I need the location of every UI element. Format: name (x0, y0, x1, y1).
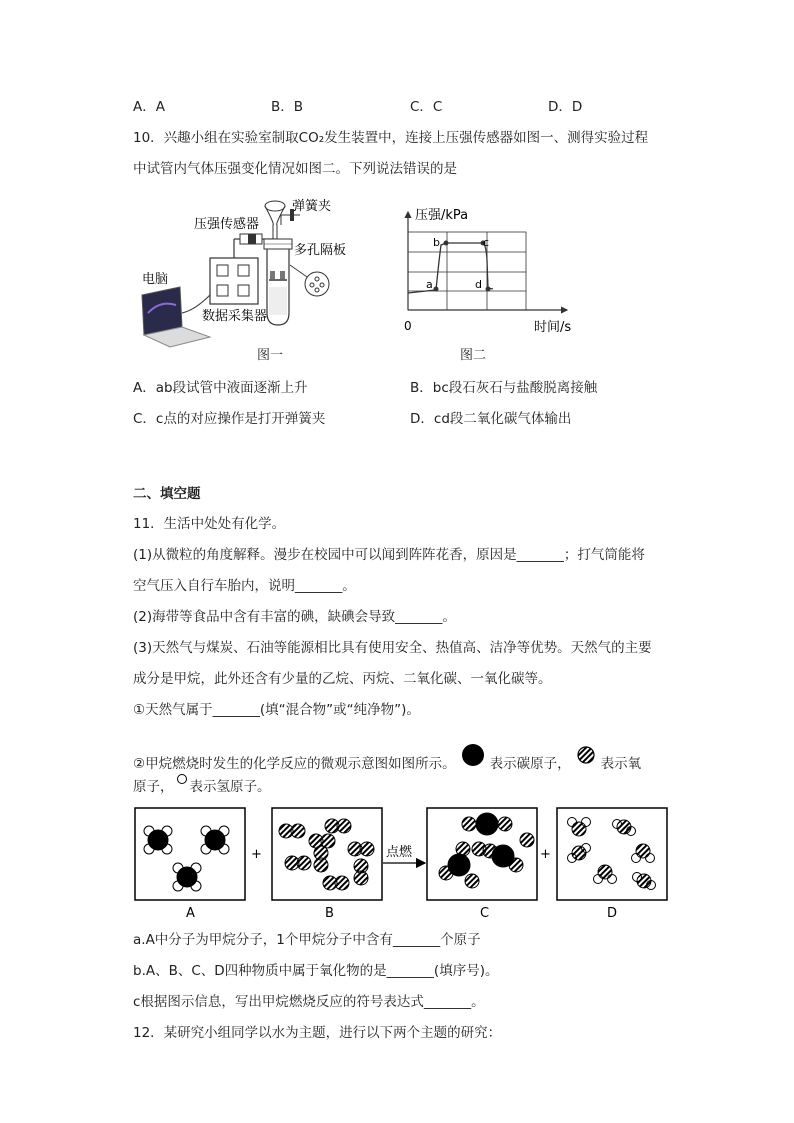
apparatus-figure (130, 195, 370, 355)
option-b: B．B (271, 99, 304, 115)
q11-part3-line1: (3)天然气与煤炭、石油等能源相比具有使用安全、热值高、洁净等优势。天然气的主要 (133, 640, 652, 656)
figure1-caption: 图一 (257, 348, 284, 363)
q12-stem: 12．某研究小组同学以水为主题，进行以下两个主题的研究： (133, 1025, 502, 1041)
q11-qc: c根据图示信息，写出甲烷燃烧反应的符号表达式_______。 (133, 994, 485, 1010)
q11-sub1: ①天然气属于_______(填“混合物”或“纯净物”)。 (133, 702, 420, 718)
carbon-atom-icon (460, 744, 486, 770)
collector-label: 数据采集器 (202, 309, 268, 324)
q11-sub2-line1: ②甲烷燃烧时发生的化学反应的微观示意图如图所示。 表示碳原子， 表示氧 (133, 744, 641, 773)
graph-origin: 0 (404, 319, 412, 333)
clamp-label: 弹簧夹 (292, 199, 332, 214)
q11-part1-line1: (1)从微粒的角度解释。漫步在校园中可以闻到阵阵花香，原因是_______；打气筒能将 (133, 547, 645, 563)
q11-part3-line2: 成分是甲烷，此外还含有少量的乙烷、丙烷、二氧化碳、一氧化碳等。 (133, 671, 552, 687)
option-a: A．A (133, 99, 165, 115)
plus-sign: + (251, 847, 262, 862)
q10-stem-line2: 中试管内气体压强变化情况如图二。下列说法错误的是 (133, 161, 457, 177)
sensor-label: 压强传感器 (194, 217, 260, 232)
q10-option-d: D．cd段二氧化碳气体输出 (410, 411, 572, 427)
q10-option-c: C．c点的对应操作是打开弹簧夹 (133, 411, 326, 427)
plate-label: 多孔隔板 (294, 243, 347, 258)
pressure-graph (395, 200, 585, 340)
box-label-c: C (480, 906, 490, 921)
reaction-diagram (133, 805, 668, 925)
option-d: D．D (548, 99, 583, 115)
data-collector-box (210, 258, 258, 304)
q11-qb: b.A、B、C、D四种物质中属于氧化物的是_______(填序号)。 (133, 963, 499, 979)
graph-x-label: 时间/s (534, 320, 572, 335)
figure2-caption: 图二 (460, 348, 487, 363)
plus-sign: + (540, 847, 551, 862)
arrow-label: 点燃 (386, 845, 413, 860)
section-heading: 二、填空题 (133, 486, 201, 502)
point-c-label: c (483, 236, 490, 249)
point-a-label: a (426, 278, 433, 291)
q11-part1-line2: 空气压入自行车胎内，说明_______。 (133, 578, 356, 594)
point-b-label: b (433, 236, 440, 249)
q10-option-a: A．ab段试管中液面逐渐上升 (133, 380, 308, 396)
q10-stem-line1: 10．兴趣小组在实验室制取CO₂发生装置中，连接上压强传感器如图一、测得实验过程 (133, 130, 649, 146)
box-label-d: D (607, 906, 618, 921)
box-label-a: A (186, 906, 195, 921)
option-c: C．C (410, 99, 443, 115)
computer-icon (142, 287, 210, 347)
box-label-b: B (325, 906, 334, 921)
q11-stem: 11．生活中处处有化学。 (133, 516, 286, 532)
q11-part2: (2)海带等食品中含有丰富的碘，缺碘会导致_______。 (133, 609, 456, 625)
computer-label: 电脑 (142, 272, 169, 287)
graph-y-label: 压强/kPa (415, 208, 469, 223)
q11-qa: a.A中分子为甲烷分子，1个甲烷分子中含有_______个原子 (133, 932, 481, 948)
oxygen-atom-icon (575, 746, 597, 768)
q10-option-b: B．bc段石灰石与盐酸脱离接触 (410, 380, 598, 396)
point-d-label: d (475, 278, 482, 291)
hydrogen-atom-icon (176, 773, 188, 787)
q11-sub2-line2: 原子， 表示氢原子。 (133, 773, 271, 796)
